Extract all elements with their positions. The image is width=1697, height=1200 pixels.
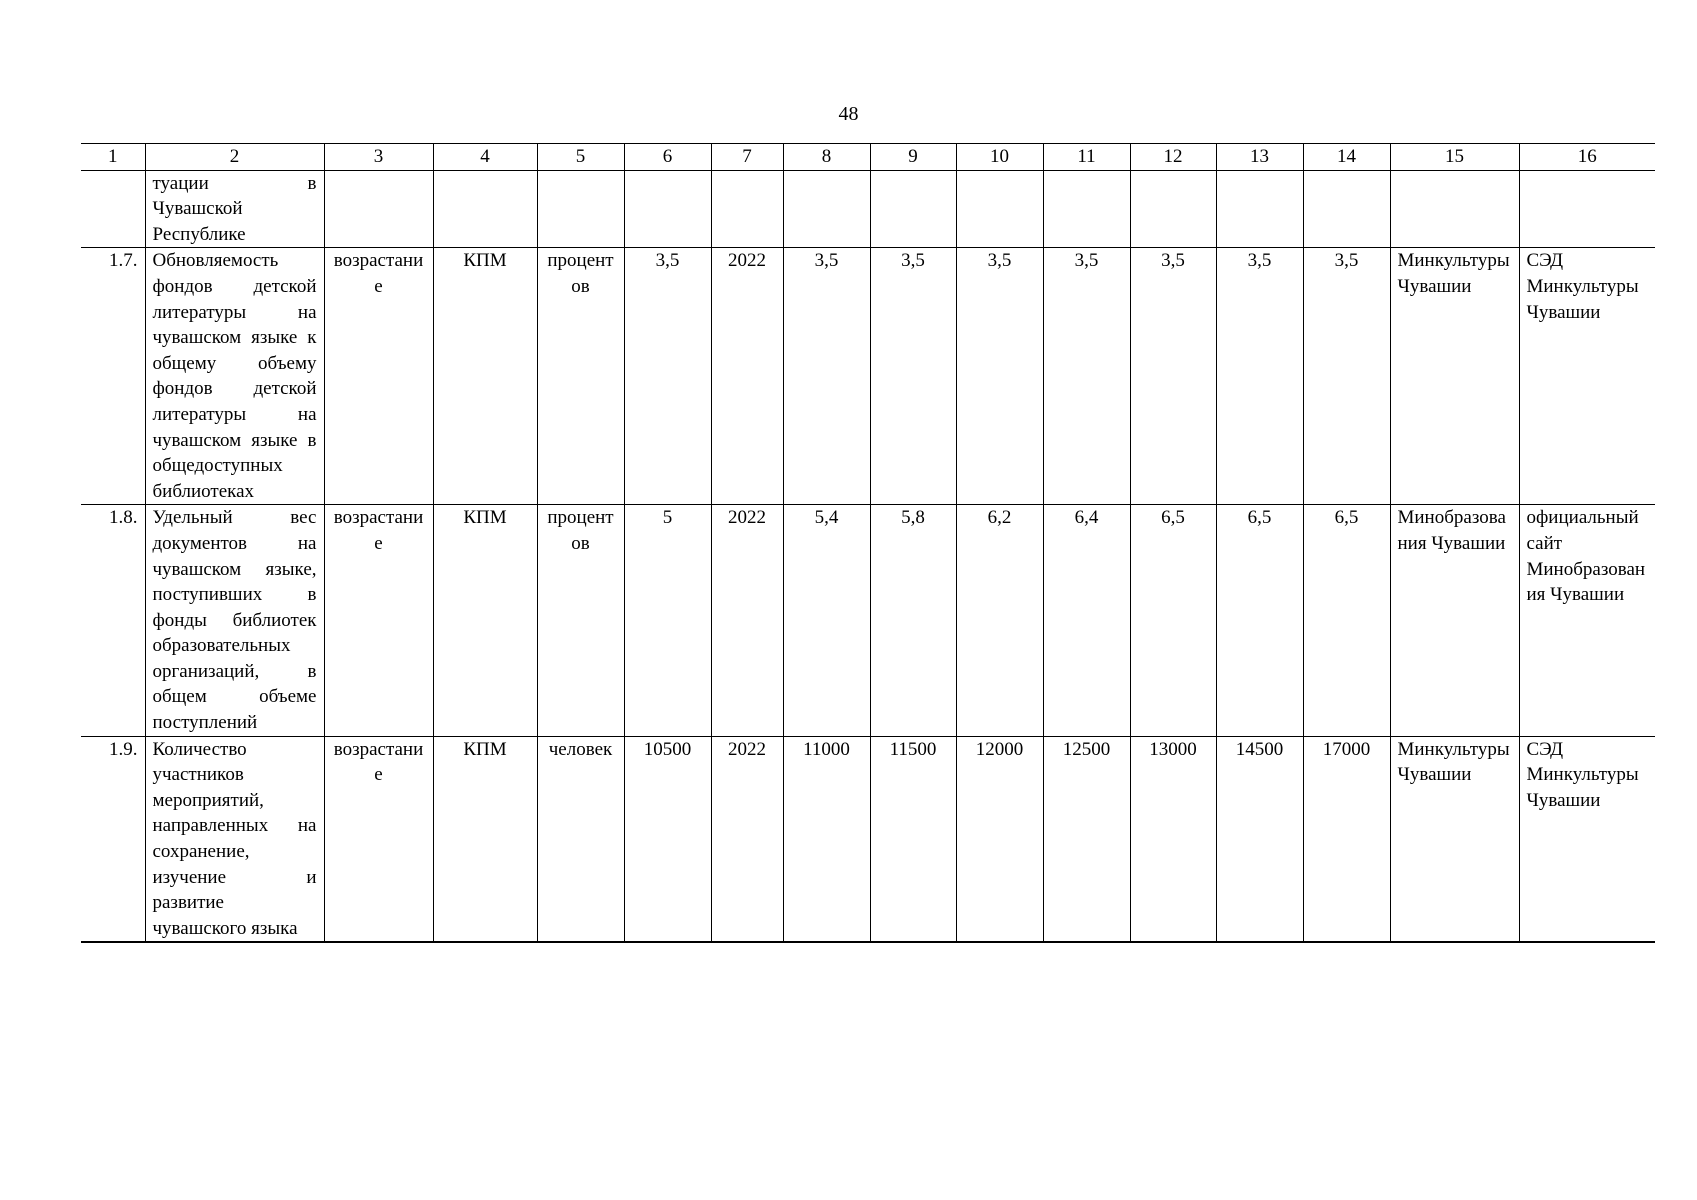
value-cell: 3,5 bbox=[956, 248, 1043, 505]
header-cell: 4 bbox=[433, 144, 537, 171]
value-cell: 14500 bbox=[1216, 736, 1303, 942]
unit-cell bbox=[537, 170, 624, 248]
indicator-name: туации в Чувашской Республике bbox=[145, 170, 324, 248]
indicator-name: Обновляемость фондов детской литературы на чувашском языке к общему объему фондов детской литературы на чувашском языке в общедоступных библиотеках bbox=[145, 248, 324, 505]
value-cell: 3,5 bbox=[1043, 248, 1130, 505]
value-cell: 3,5 bbox=[1303, 248, 1390, 505]
row-number bbox=[81, 170, 145, 248]
responsible-cell bbox=[1390, 170, 1519, 248]
value-cell: 11000 bbox=[783, 736, 870, 942]
header-cell: 6 bbox=[624, 144, 711, 171]
indicator-type-cell: КПМ bbox=[433, 505, 537, 736]
value-cell: 6,5 bbox=[1303, 505, 1390, 736]
header-cell: 16 bbox=[1519, 144, 1655, 171]
unit-cell: процентов bbox=[537, 248, 624, 505]
responsible-cell: Минкультуры Чувашии bbox=[1390, 736, 1519, 942]
indicator-type-cell: КПМ bbox=[433, 248, 537, 505]
header-cell: 7 bbox=[711, 144, 783, 171]
header-cell: 14 bbox=[1303, 144, 1390, 171]
direction-cell bbox=[324, 170, 433, 248]
value-cell: 5,8 bbox=[870, 505, 956, 736]
base-value-cell: 10500 bbox=[624, 736, 711, 942]
value-cell bbox=[1043, 170, 1130, 248]
header-cell: 15 bbox=[1390, 144, 1519, 171]
indicator-name: Количество участников мероприятий, направленных на сохранение, изучение и развитие чувашского языка bbox=[145, 736, 324, 942]
base-year-cell: 2022 bbox=[711, 736, 783, 942]
source-cell bbox=[1519, 170, 1655, 248]
indicator-type-cell bbox=[433, 170, 537, 248]
page-number: 48 bbox=[838, 103, 859, 125]
header-cell: 3 bbox=[324, 144, 433, 171]
header-row bbox=[81, 144, 1655, 171]
source-cell: СЭД Минкультуры Чувашии bbox=[1519, 736, 1655, 942]
value-cell: 6,5 bbox=[1216, 505, 1303, 736]
value-cell bbox=[870, 170, 956, 248]
value-cell: 3,5 bbox=[1130, 248, 1216, 505]
value-cell: 17000 bbox=[1303, 736, 1390, 942]
value-cell: 6,4 bbox=[1043, 505, 1130, 736]
indicator-type-cell: КПМ bbox=[433, 736, 537, 942]
row-number: 1.8. bbox=[81, 505, 145, 736]
row-number: 1.7. bbox=[81, 248, 145, 505]
unit-cell: процентов bbox=[537, 505, 624, 736]
header-cell: 8 bbox=[783, 144, 870, 171]
value-cell: 3,5 bbox=[783, 248, 870, 505]
value-cell bbox=[1303, 170, 1390, 248]
row-number: 1.9. bbox=[81, 736, 145, 942]
value-cell: 12000 bbox=[956, 736, 1043, 942]
base-value-cell bbox=[624, 170, 711, 248]
responsible-cell: Минкультуры Чувашии bbox=[1390, 248, 1519, 505]
value-cell: 3,5 bbox=[1216, 248, 1303, 505]
header-cell: 2 bbox=[145, 144, 324, 171]
table-row bbox=[81, 736, 1655, 942]
source-cell: СЭД Минкультуры Чувашии bbox=[1519, 248, 1655, 505]
table-row bbox=[81, 170, 1655, 248]
value-cell bbox=[1216, 170, 1303, 248]
source-cell: официальный сайт Минобразования Чувашии bbox=[1519, 505, 1655, 736]
header-cell: 10 bbox=[956, 144, 1043, 171]
responsible-cell: Минобразования Чувашии bbox=[1390, 505, 1519, 736]
indicators-table bbox=[81, 143, 1655, 943]
table-row bbox=[81, 505, 1655, 736]
indicator-name: Удельный вес документов на чувашском языке, поступивших в фонды библиотек образовательных организаций, в общем объеме поступлений bbox=[145, 505, 324, 736]
header-cell: 11 bbox=[1043, 144, 1130, 171]
base-value-cell: 3,5 bbox=[624, 248, 711, 505]
direction-cell: возрастание bbox=[324, 736, 433, 942]
value-cell bbox=[1130, 170, 1216, 248]
value-cell: 6,5 bbox=[1130, 505, 1216, 736]
value-cell bbox=[956, 170, 1043, 248]
base-year-cell: 2022 bbox=[711, 505, 783, 736]
header-cell: 12 bbox=[1130, 144, 1216, 171]
header-cell: 9 bbox=[870, 144, 956, 171]
value-cell: 6,2 bbox=[956, 505, 1043, 736]
table-row bbox=[81, 248, 1655, 505]
header-cell: 5 bbox=[537, 144, 624, 171]
value-cell: 5,4 bbox=[783, 505, 870, 736]
base-year-cell bbox=[711, 170, 783, 248]
direction-cell: возрастание bbox=[324, 248, 433, 505]
unit-cell: человек bbox=[537, 736, 624, 942]
value-cell: 12500 bbox=[1043, 736, 1130, 942]
value-cell: 11500 bbox=[870, 736, 956, 942]
base-value-cell: 5 bbox=[624, 505, 711, 736]
header-cell: 13 bbox=[1216, 144, 1303, 171]
value-cell: 13000 bbox=[1130, 736, 1216, 942]
base-year-cell: 2022 bbox=[711, 248, 783, 505]
value-cell: 3,5 bbox=[870, 248, 956, 505]
direction-cell: возрастание bbox=[324, 505, 433, 736]
header-cell: 1 bbox=[81, 144, 145, 171]
value-cell bbox=[783, 170, 870, 248]
